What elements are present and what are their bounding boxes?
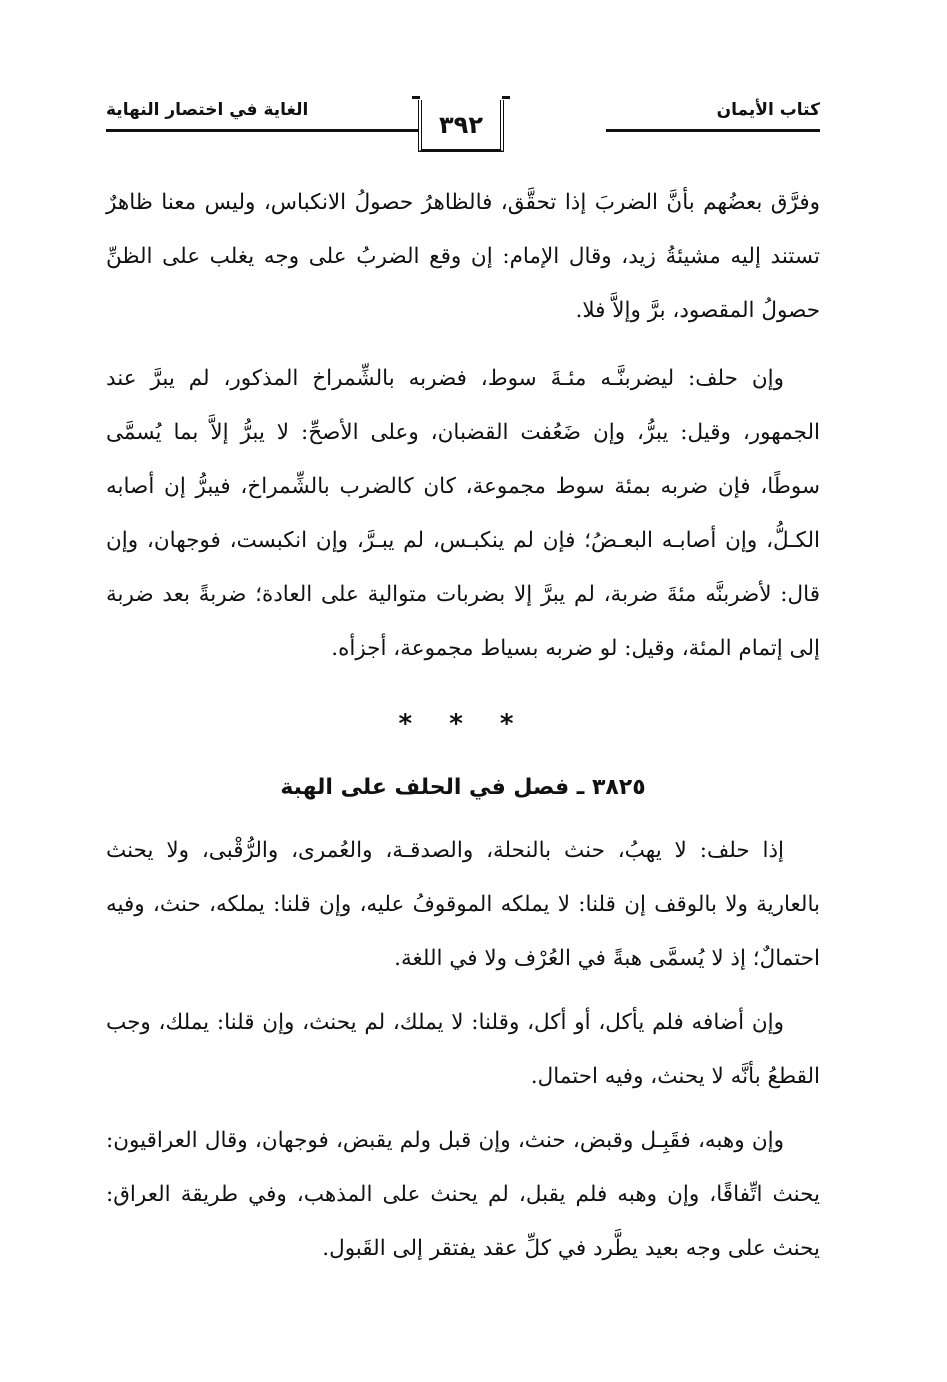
page-number-frame: [418, 100, 504, 152]
header-rule-right: [606, 129, 820, 132]
chapter-title: كتاب الأيمان: [716, 100, 820, 120]
running-header: [106, 96, 820, 156]
section-separator: * * *: [398, 709, 528, 739]
page-number: ٣٩٢: [439, 110, 483, 139]
header-rule-left: [106, 129, 418, 132]
paragraph: وإن حلف: ليضربنَّـه مئـةَ سوط، فضربه بالشِّمراخ المذكور، لم يبرَّ عند الجمهور، وقيل: يبرُّ، وإن ضَعُفت القضبان، وعلى الأصحِّ: لا يبرُّ إلاَّ بما يُسمَّى سوطًا، فإن ضربه بمئة سوط مجموعة، كان كالضرب بالشِّمراخ، فيبرُّ إن أصابه الكـلُّ، وإن أصابـه البعـضُ؛ فإن لم ينكبـس، لم يبـرَّ، وإن انكبست، فوجهان، وإن قال: لأضربنَّه مئةَ ضربة، لم يبرَّ إلا بضربات متوالية على العادة؛ ضربةً بعد ضربة إلى إتمام المئة، وقيل: لو ضربه بسياط مجموعة، أجزأه.: [106, 366, 820, 661]
paragraph: وفرَّق بعضُهم بأنَّ الضربَ إذا تحقَّق، فالظاهرُ حصولُ الانكباس، وليس معنا ظاهرٌ تستند إليه مشيئةُ زيد، وقال الإمام: إن وقع الضربُ على وجه يغلب على الظنِّ حصولُ المقصود، برَّ وإلاَّ فلا.: [106, 190, 820, 323]
page-body: [106, 176, 820, 1276]
section-heading: ٣٨٢٥ ـ فصل في الحلف على الهبة: [280, 775, 646, 800]
book-title: الغاية في اختصار النهاية: [106, 100, 309, 120]
paragraph: وإن وهبه، فقَبِـل وقبض، حنث، وإن قبل ولم يقبض، فوجهان، وقال العراقيون: يحنث اتِّفاقًا، وإن وهبه فلم يقبل، لم يحنث على المذهب، وفي طريقة العراق: يحنث على وجه بعيد يطَّرد في كلِّ عقد يفتقر إلى القَبول.: [106, 1128, 820, 1261]
paragraph: وإن أضافه فلم يأكل، أو أكل، وقلنا: لا يملك، لم يحنث، وإن قلنا: يملك، وجب القطعُ بأنَّه لا يحنث، وفيه احتمال.: [106, 1010, 820, 1089]
paragraph: إذا حلف: لا يهبُ، حنث بالنحلة، والصدقـة، والعُمرى، والرُّقْبى، ولا يحنث بالعارية ولا بالوقف إن قلنا: لا يملكه الموقوفُ عليه، وإن قلنا: يملكه، حنث، وفيه احتمالٌ؛ إذ لا يُسمَّى هبةً في العُرْف ولا في اللغة.: [106, 838, 820, 971]
